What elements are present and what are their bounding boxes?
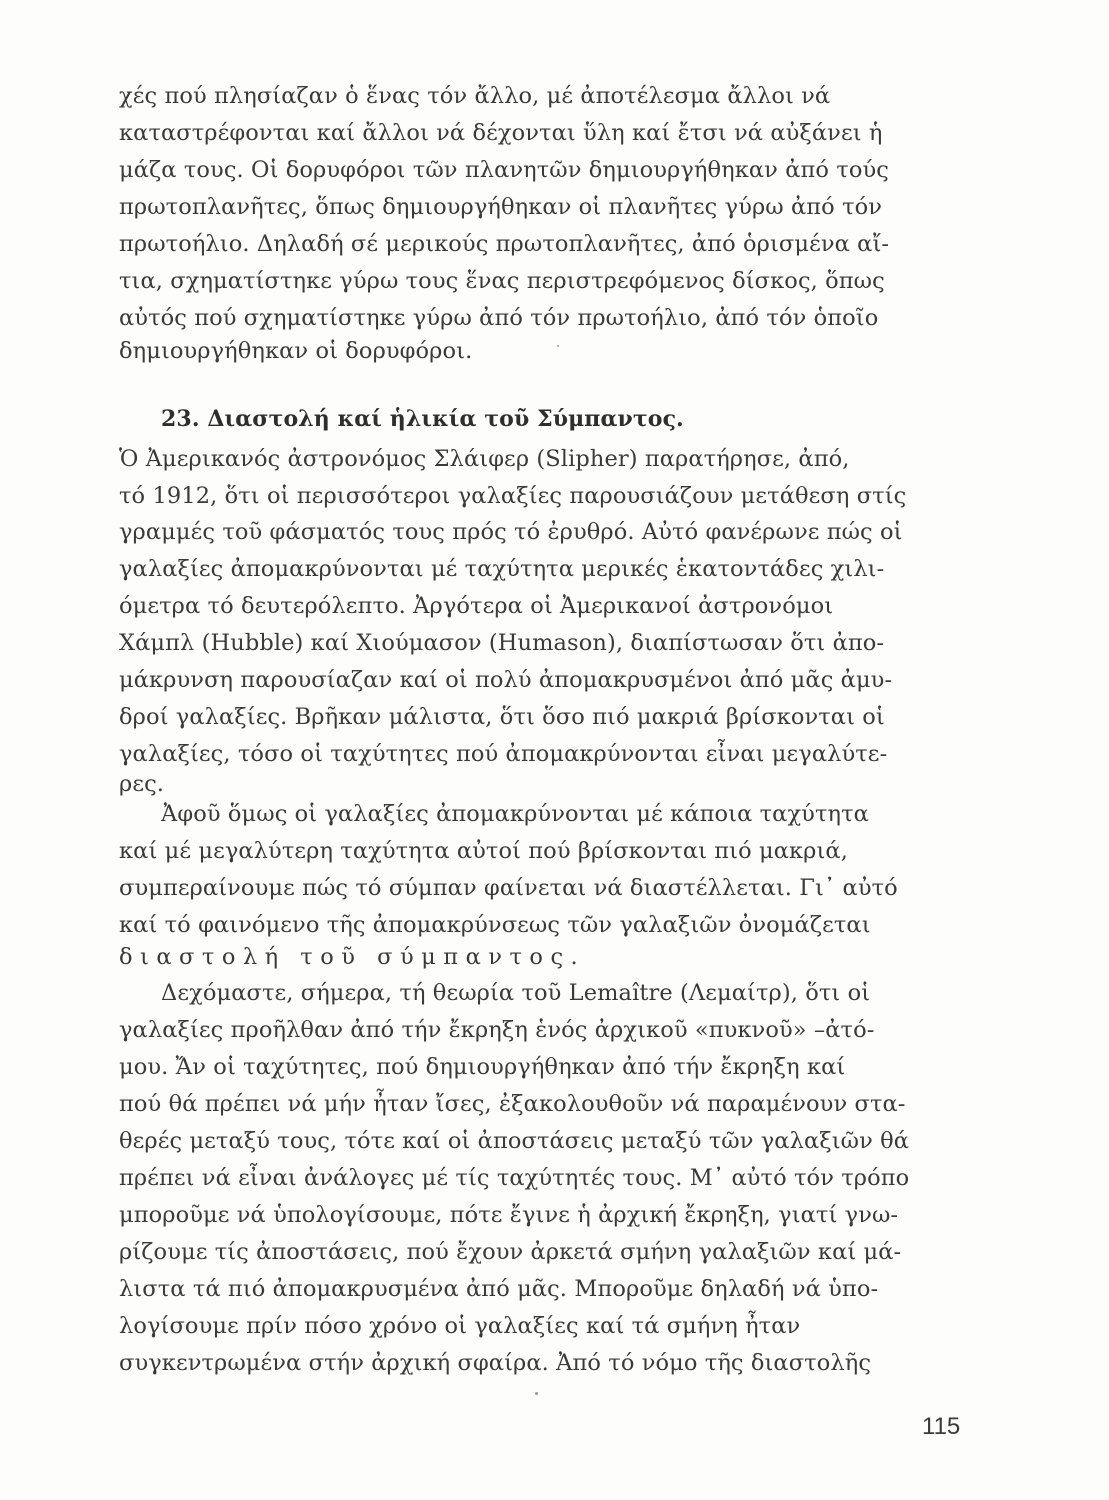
text-line-32: λιστα τά πιό ἀπομακρυσμένα ἀπό μᾶς. Μποροῦμε δηλαδή νά ὑπο- [119,1276,879,1302]
text-line-28: θερές μεταξύ τους, τότε καί οἱ ἀποστάσεις μεταξύ τῶν γαλαξιῶν θά [119,1128,910,1154]
text-line-16: δροί γαλαξίες. Βρῆκαν μάλιστα, ὅτι ὅσο πιό μακριά βρίσκονται οἱ [119,704,885,730]
text-line-31: ρίζουμε τίς ἀποστάσεις, πού ἔχουν ἀρκετά σμήνη γαλαξιῶν καί μά- [119,1239,902,1265]
text-line-3: μάζα τους. Οἱ δορυφόροι τῶν πλανητῶν δημιουργήθηκαν ἀπό τούς [119,157,889,183]
text-line-24: Δεχόμαστε, σήμερα, τή θεωρία τοῦ Lemaître (Λεμαίτρ), ὅτι οἱ [161,980,871,1006]
text-line-11: γραμμές τοῦ φάσματός τους πρός τό ἐρυθρό. Αὐτό φανέρωνε πώς οἱ [119,519,903,545]
text-line-10: τό 1912, ὅτι οἱ περισσότεροι γαλαξίες παρουσιάζουν μετάθεση στίς [119,483,907,509]
text-line-7: αὐτός πού σχηματίστηκε γύρω ἀπό τόν πρωτοήλιο, ἀπό τόν ὁποῖο [119,305,879,331]
text-line-20: καί μέ μεγαλύτερη ταχύτητα αὐτοί πού βρίσκονται πιό μακριά, [119,838,848,864]
text-line-21: συμπεραίνουμε πώς τό σύμπαν φαίνεται νά διαστέλλεται. Γι᾿ αὐτό [119,875,898,901]
text-line-13: όμετρα τό δευτερόλεπτο. Ἀργότερα οἱ Ἀμερικανοί ἀστρονόμοι [119,593,834,619]
text-line-29: πρέπει νά εἶναι ἀνάλογες μέ τίς ταχύτητές τους. Μ᾿ αὐτό τόν τρόπο [119,1165,910,1191]
ink-speck [535,1392,538,1395]
text-line-33: λογίσουμε πρίν πόσο χρόνο οἱ γαλαξίες καί τά σμήνη ἦταν [119,1313,801,1339]
page-number: 115 [922,1413,961,1440]
text-line-17: γαλαξίες, τόσο οἱ ταχύτητες πού ἀπομακρύνονται εἶναι μεγαλύτε- [119,741,888,767]
text-line-9: Ὁ Ἀμερικανός ἀστρονόμος Σλάιφερ (Slipher) παρατήρησε, ἀπό, [119,446,850,472]
text-line-2: καταστρέφονται καί ἄλλοι νά δέχονται ὕλη καί ἔτσι νά αὐξάνει ἡ [119,120,883,146]
text-line-19: Ἀφοῦ ὅμως οἱ γαλαξίες ἀπομακρύνονται μέ κάποια ταχύτητα [161,801,869,827]
text-line-30: μποροῦμε νά ὑπολογίσουμε, πότε ἔγινε ἡ ἀρχική ἔκρηξη, γιατί γνω- [119,1202,899,1228]
text-line-5: πρωτοήλιο. Δηλαδή σέ μερικούς πρωτοπλανῆτες, ἀπό ὁρισμένα αἴ- [119,231,890,257]
text-line-1: χές πού πλησίαζαν ὁ ἕνας τόν ἄλλο, μέ ἀποτέλεσμα ἄλλοι νά [119,83,831,109]
text-line-26: μου. Ἄν οἱ ταχύτητες, πού δημιουργήθηκαν ἀπό τήν ἔκρηξη καί [119,1054,846,1080]
text-line-34: συγκεντρωμένα στήν ἀρχική σφαίρα. Ἀπό τό νόμο τῆς διαστολῆς [119,1350,872,1376]
text-line-18: ρες. [119,771,165,797]
text-line-15: μάκρυνση παρουσίαζαν καί οἱ πολύ ἀπομακρυσμένοι ἀπό μᾶς ἀμυ- [119,667,893,693]
ink-speck [557,345,559,347]
text-line-22: καί τό φαινόμενο τῆς ἀπομακρύνσεως τῶν γαλαξιῶν ὀνομάζεται [119,912,871,938]
text-line-8: δημιουργήθηκαν οἱ δορυφόροι. [119,338,473,364]
text-line-12: γαλαξίες ἀπομακρύνονται μέ ταχύτητα μερικές ἑκατοντάδες χιλι- [119,556,885,582]
text-line-27: πού θά πρέπει νά μήν ἦταν ἴσες, ἐξακολουθοῦν νά παραμένουν στα- [119,1091,906,1117]
text-line-6: τια, σχηματίστηκε γύρω τους ἕνας περιστρεφόμενος δίσκος, ὅπως [119,268,885,294]
text-line-25: γαλαξίες προῆλθαν ἀπό τήν ἔκρηξη ἑνός ἀρχικοῦ «πυκνοῦ» –ἀτό- [119,1017,875,1043]
text-line-4: πρωτοπλανῆτες, ὅπως δημιουργήθηκαν οἱ πλανῆτες γύρω ἀπό τόν [119,194,883,220]
section-heading: 23. Διαστολή καί ἡλικία τοῦ Σύμπαντος. [161,406,684,432]
text-line-23-spaced: διαστολή τοῦ σύμπαντος. [119,944,586,970]
text-line-14: Χάμπλ (Hubble) καί Χιούμασον (Humason), διαπίστωσαν ὅτι ἀπο- [119,630,885,656]
